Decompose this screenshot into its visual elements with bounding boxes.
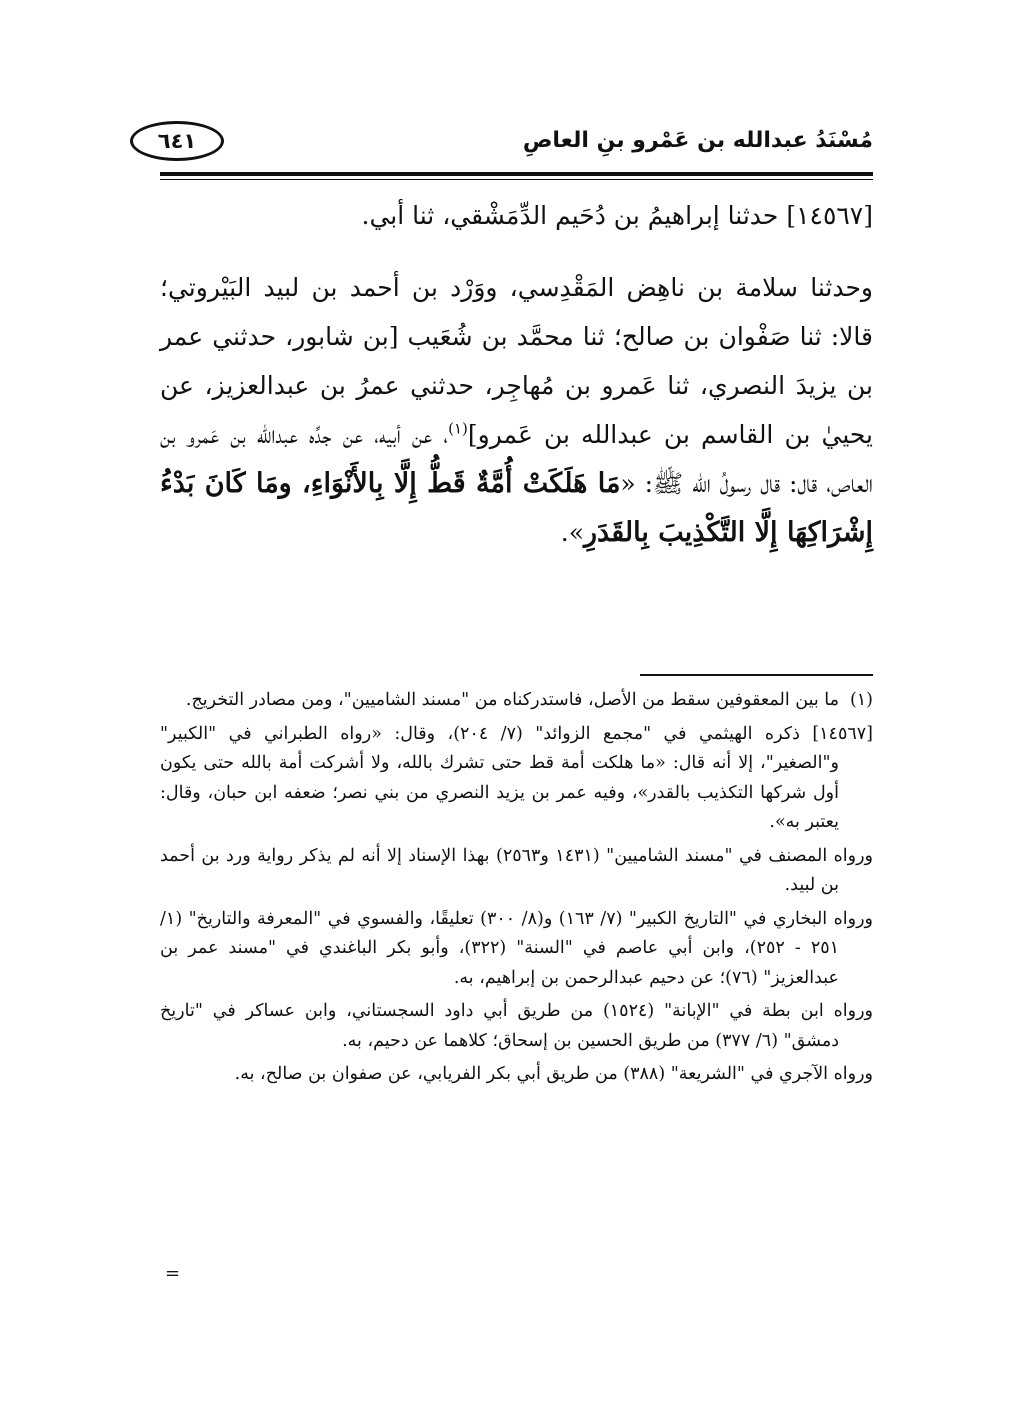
footnote-1 (160, 686, 873, 716)
hadith-close-quote: ». (560, 518, 585, 547)
footnote-takhrij (160, 720, 873, 838)
page-number: ٦٤١ (157, 129, 197, 153)
footnotes (160, 686, 873, 1094)
hadith-open-quote: « (620, 469, 636, 498)
narration-text-a: وحدثنا سلامة بن ناهِض المَقْدِسي، ووَرْد بن أحمد بن لبيد البَيْروتي؛ قالا: ثنا صَفْوان بن صالح؛ ثنا محمَّد بن شُعَيب [بن شابور، حدثني عمر بن يزيدَ النصري، ثنا عَمرو بن مُهاجِر، حدثني عمرُ بن عبدالعزيز، عن يحييٰ بن القاسم بن عبدالله بن عَمرو] (160, 273, 873, 449)
header-rule-thin (160, 179, 873, 180)
running-header-title: مُسْنَدُ عبدالله بن عَمْرو بنِ العاصِ (522, 128, 873, 153)
hadith-text: مَا هَلَكَتْ أُمَّةٌ قَطُّ إِلَّا بِالأَنْوَاءِ، ومَا كَانَ بَدْءُ إِشْرَاكِهَا إِلَّا التَّكْذِيبَ بِالقَدَرِ (160, 468, 873, 548)
footnote-1-number: (١) (849, 690, 873, 710)
footnote-separator (640, 674, 873, 676)
footnote-1-text: ما بين المعقوفين سقط من الأصل، فاستدركناه من "مسند الشاميين"، ومن مصادر التخريج. (185, 690, 839, 710)
footnote-takhrij-number: [١٤٥٦٧] (812, 723, 873, 744)
footnote-paragraph-3: ورواه المصنف في "مسند الشاميين" (١٤٣١ و٢٥٦٣) بهذا الإسناد إلا أنه لم يذكر رواية ورد بن أحمد بن لبيد. (160, 845, 874, 895)
narration-paragraph (160, 263, 873, 557)
narration-text-b: ، عن أبيه، عن جدِّه عبدالله بن عَمرو بن العاص، قال: قال رسولُ الله ﷺ: (160, 420, 873, 498)
footnote-paragraph-5: ورواه ابن بطة في "الإبانة" (١٥٢٤) من طريق أبي داود السجستاني، وابن عساكر في "تاريخ دمشق" (٦/ ٣٧٧) من طريق الحسين بن إسحاق؛ كلاهما عن دحيم، به. (160, 1001, 873, 1051)
isnad-line: [١٤٥٦٧] حدثنا إبراهيمُ بن دُحَيم الدِّمَشْقي، ثنا أبي. (361, 201, 873, 230)
header-rule-thick (160, 172, 873, 176)
footnote-reference[interactable]: (١) (448, 419, 468, 438)
continuation-mark: = (165, 1263, 181, 1284)
footnote-takhrij-text: ذكره الهيثمي في "مجمع الزوائد" (٧/ ٢٠٤)، وقال: «رواه الطبراني في "الكبير" و"الصغير"، إلا أنه قال: «ما هلكت أمة قط حتى تشرك بالله، ولا أشركت أمة بالله حتى يكون أول شركها التكذيب بالقدر»، وفيه عمر بن يزيد النصري من بني نصر؛ ضعفه ابن حبان، وقال: يعتبر به». (160, 723, 839, 832)
footnote-paragraph-4: ورواه البخاري في "التاريخ الكبير" (٧/ ١٦٣) و(٨/ ٣٠٠) تعليقًا، والفسوي في "المعرفة والتاريخ" (١/ ٢٥١ - ٢٥٢)، وابن أبي عاصم في "السنة" (٣٢٢)، وأبو بكر الباغندي في "مسند عمر بن عبدالعزيز" (٧٦)؛ عن دحيم عبدالرحمن بن إبراهيم، به. (160, 908, 874, 988)
footnote-paragraph-6: ورواه الآجري في "الشريعة" (٣٨٨) من طريق أبي بكر الفريابي، عن صفوان بن صالح، به. (234, 1064, 873, 1084)
page-number-badge (130, 121, 224, 161)
